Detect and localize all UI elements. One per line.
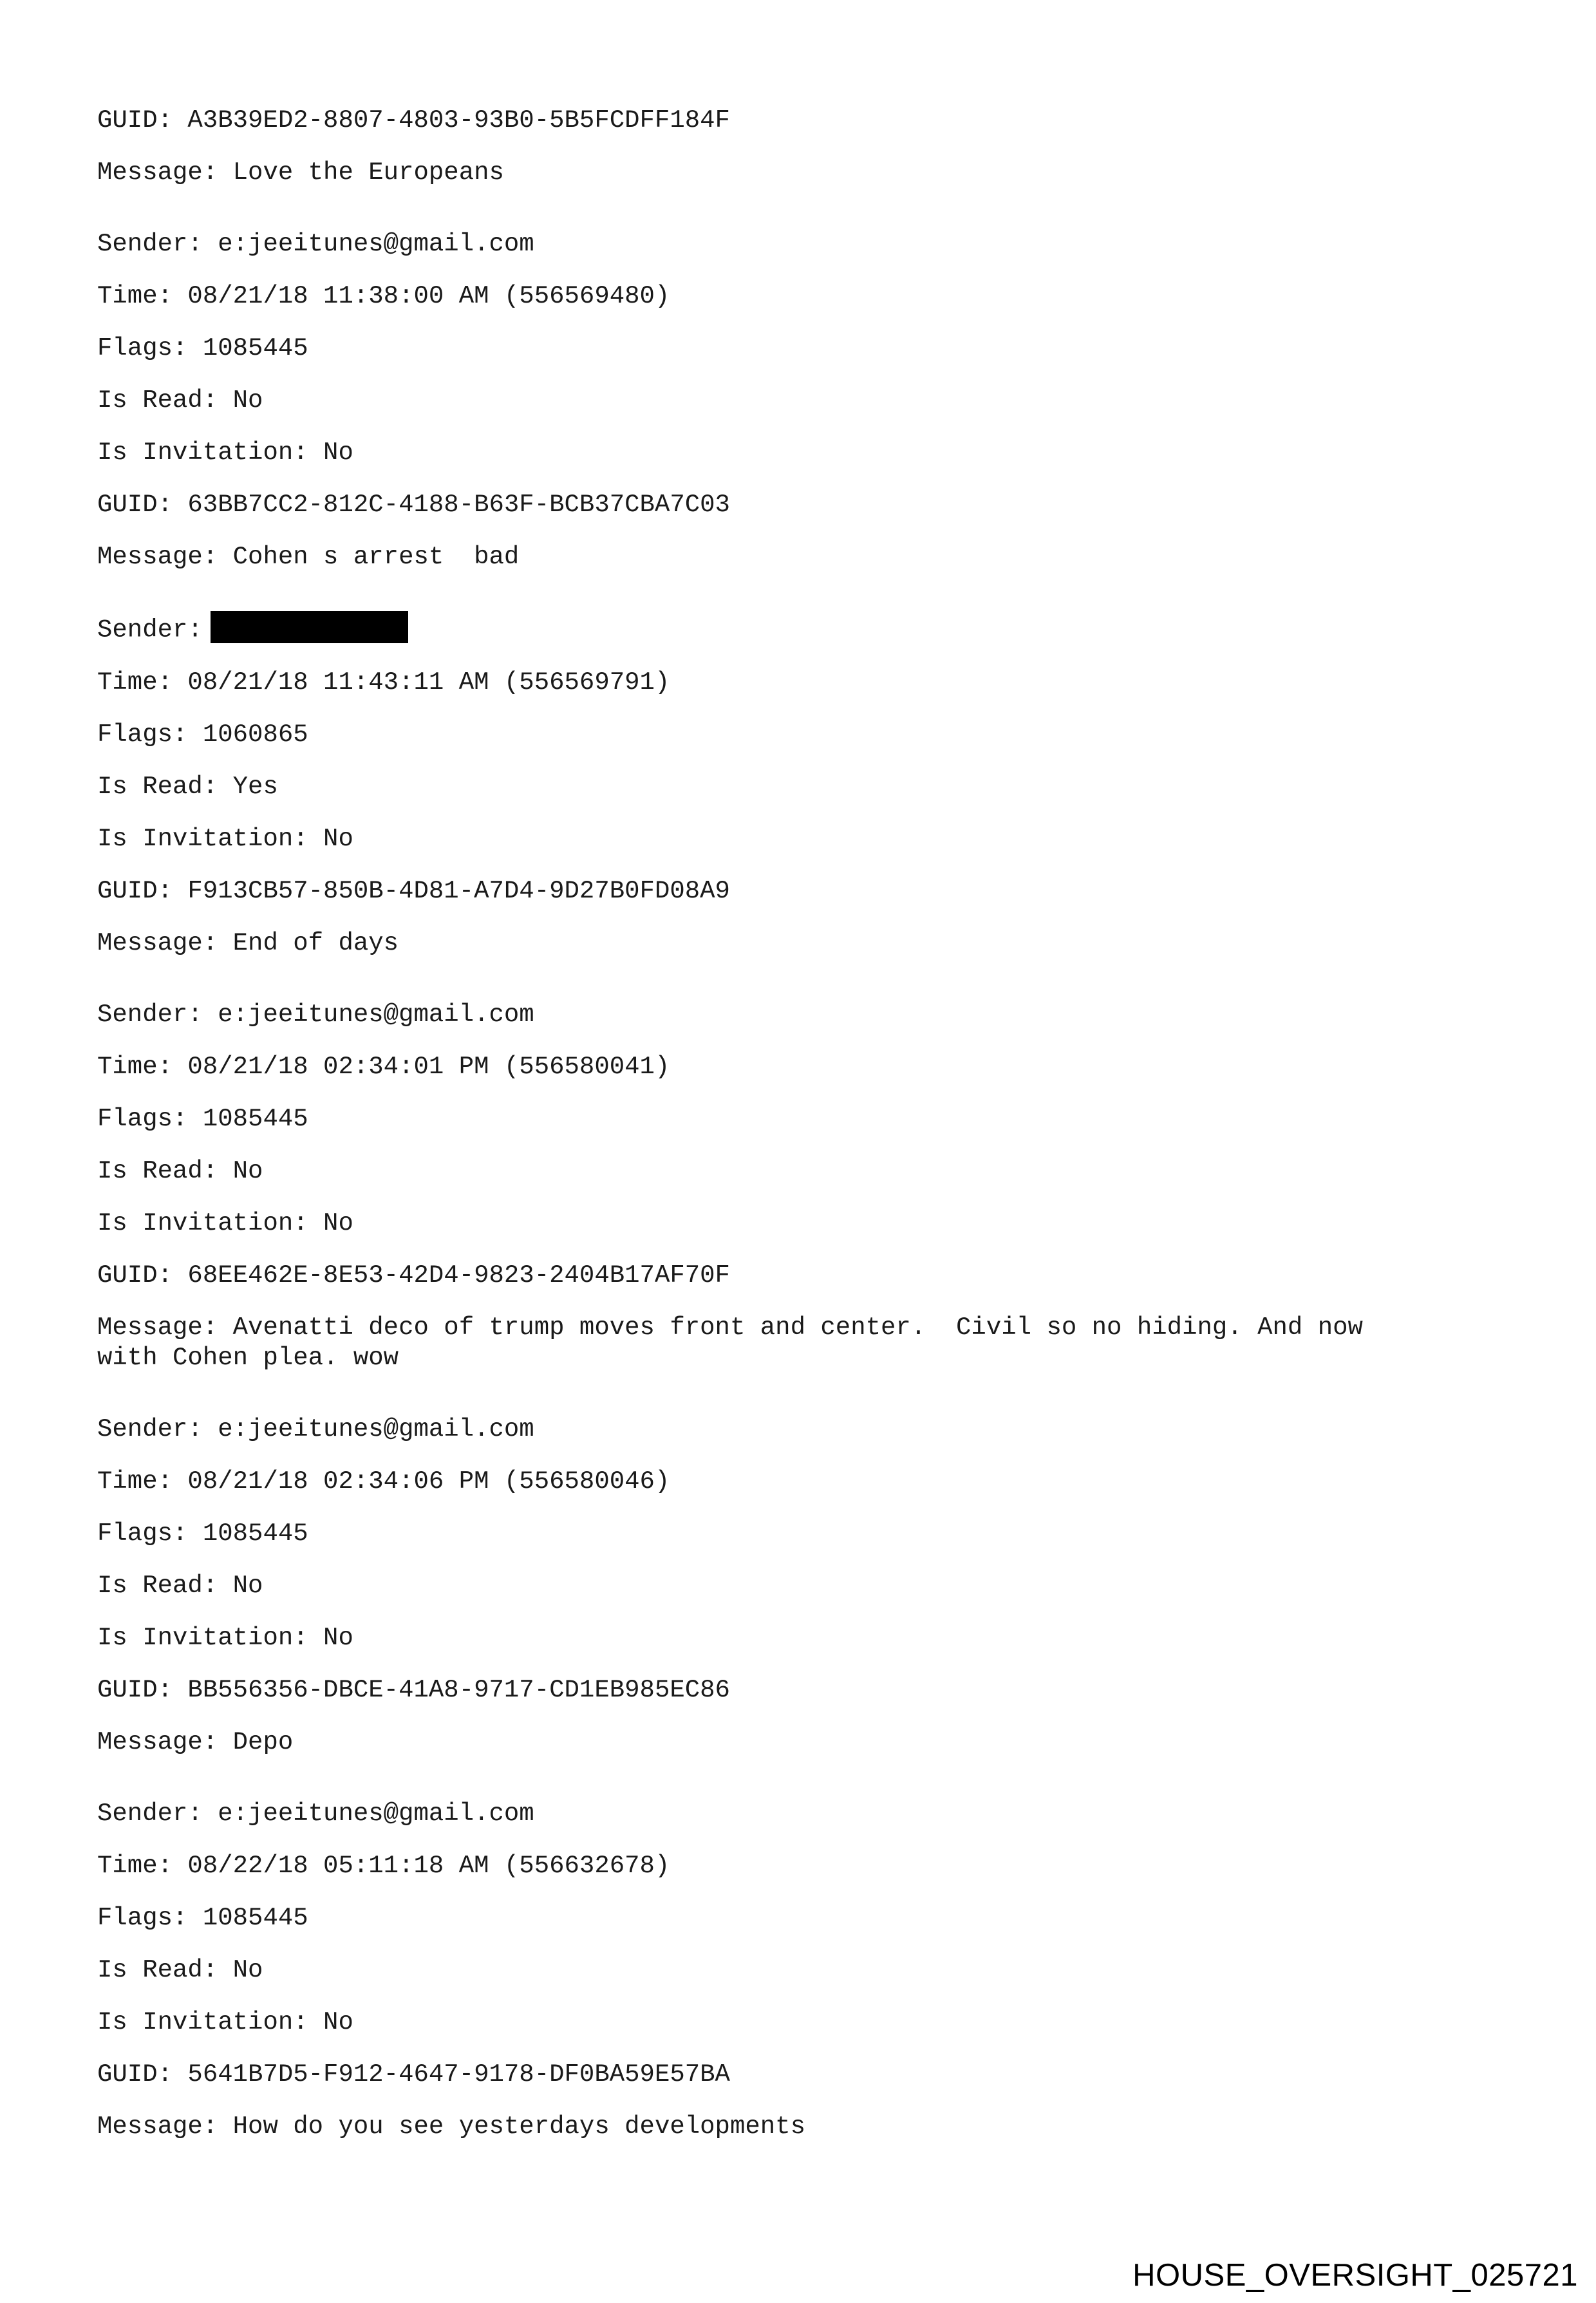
sender-field: [97, 614, 1501, 646]
sender-field: Sender: e:jeeitunes@gmail.com: [97, 230, 534, 258]
is-invitation-field: Is Invitation: No: [97, 825, 353, 853]
guid-field: GUID: BB556356-DBCE-41A8-9717-CD1EB985EC86: [97, 1676, 730, 1704]
is-read-field: Is Read: Yes: [97, 773, 278, 801]
sender-field: Sender: e:jeeitunes@gmail.com: [97, 1800, 534, 1828]
message-field: Message: Cohen s arrest bad: [97, 543, 520, 571]
flags-field: Flags: 1085445: [97, 1904, 308, 1932]
bates-number: HOUSE_OVERSIGHT_025721: [1132, 2258, 1578, 2293]
sender-field: Sender: e:jeeitunes@gmail.com: [97, 1001, 534, 1029]
message-record: [97, 1799, 1501, 2142]
message-record: [97, 1415, 1501, 1758]
is-read-field: Is Read: No: [97, 1956, 263, 1984]
message-log: [97, 106, 1501, 2164]
flags-field: Flags: 1085445: [97, 1519, 308, 1548]
is-read-field: Is Read: No: [97, 386, 263, 415]
time-field: Time: 08/22/18 05:11:18 AM (556632678): [97, 1852, 670, 1880]
guid-field: GUID: 63BB7CC2-812C-4188-B63F-BCB37CBA7C03: [97, 491, 730, 519]
message-record: [97, 106, 1501, 188]
flags-field: Flags: 1060865: [97, 720, 308, 749]
is-invitation-field: Is Invitation: No: [97, 1624, 353, 1652]
message-record: [97, 1000, 1501, 1373]
message-field: Message: How do you see yesterdays developments: [97, 2112, 805, 2141]
is-read-field: Is Read: No: [97, 1572, 263, 1600]
guid-field: GUID: F913CB57-850B-4D81-A7D4-9D27B0FD08A9: [97, 877, 730, 905]
is-invitation-field: Is Invitation: No: [97, 2008, 353, 2036]
time-field: Time: 08/21/18 02:34:01 PM (556580041): [97, 1053, 670, 1081]
message-record: [97, 614, 1501, 959]
redaction-box: [211, 611, 408, 643]
is-read-field: Is Read: No: [97, 1157, 263, 1185]
message-field: Message: End of days: [97, 929, 399, 957]
message-field: Message: Depo: [97, 1728, 294, 1756]
time-field: Time: 08/21/18 11:43:11 AM (556569791): [97, 668, 670, 697]
is-invitation-field: Is Invitation: No: [97, 438, 353, 467]
flags-field: Flags: 1085445: [97, 334, 308, 362]
sender-field: Sender: e:jeeitunes@gmail.com: [97, 1415, 534, 1443]
is-invitation-field: Is Invitation: No: [97, 1209, 353, 1237]
flags-field: Flags: 1085445: [97, 1105, 308, 1133]
guid-field: GUID: 5641B7D5-F912-4647-9178-DF0BA59E57BA: [97, 2060, 730, 2089]
message-field: Message: Avenatti deco of trump moves front and center. Civil so no hiding. And now with Cohen plea. wow: [97, 1313, 1363, 1372]
guid-field: GUID: 68EE462E-8E53-42D4-9823-2404B17AF70F: [97, 1261, 730, 1290]
sender-label: Sender:: [97, 616, 203, 644]
guid-field: GUID: A3B39ED2-8807-4803-93B0-5B5FCDFF184F: [97, 106, 730, 135]
message-field: Message: Love the Europeans: [97, 158, 504, 187]
message-record: [97, 229, 1501, 572]
time-field: Time: 08/21/18 11:38:00 AM (556569480): [97, 282, 670, 310]
time-field: Time: 08/21/18 02:34:06 PM (556580046): [97, 1467, 670, 1496]
